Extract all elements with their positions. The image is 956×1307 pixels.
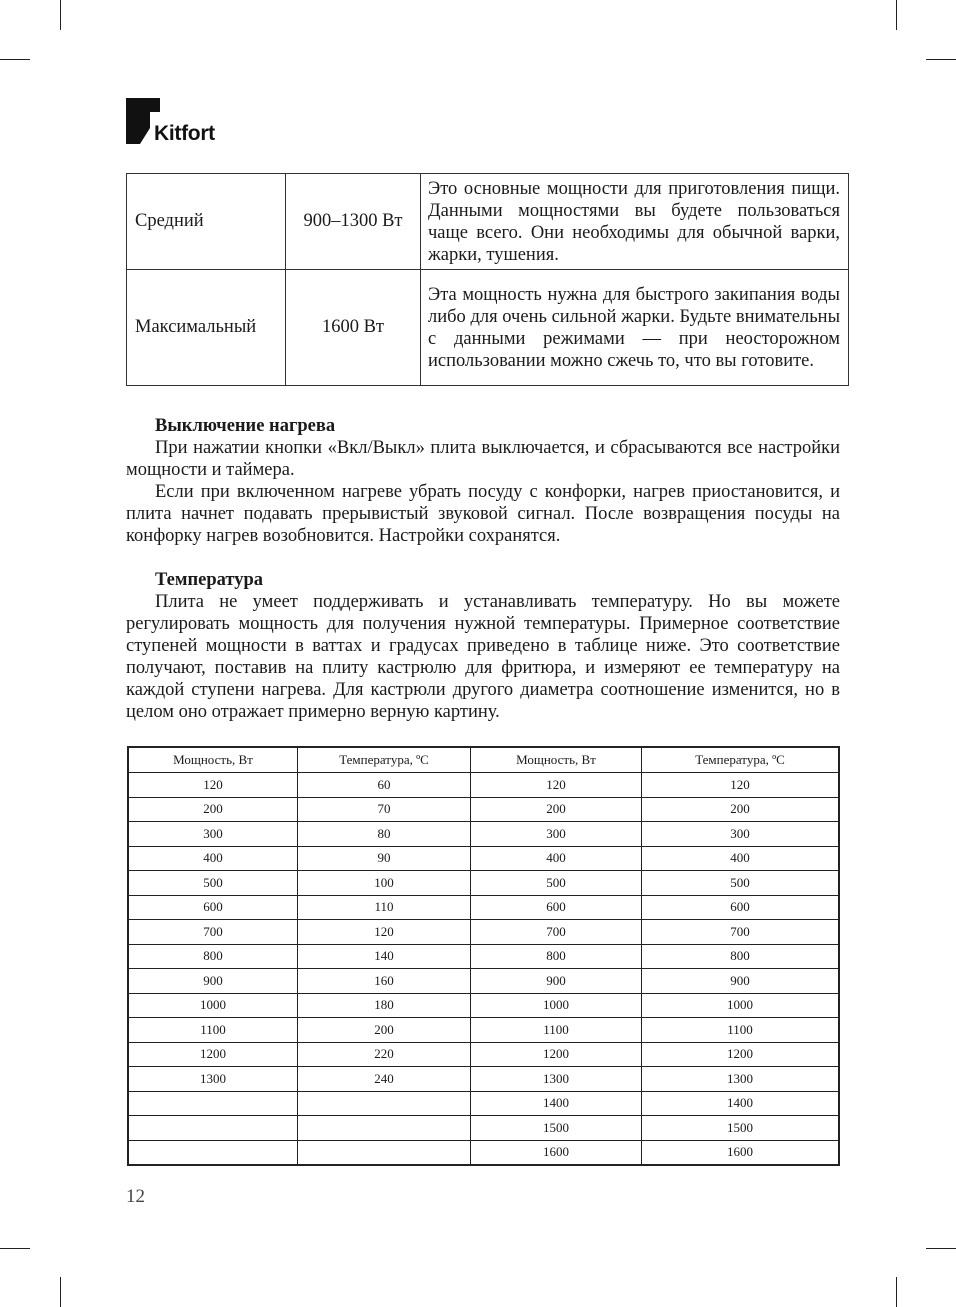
- table-cell: 700: [642, 920, 840, 945]
- mode-description: Эта мощность нужна для быстрого закипания воды либо для очень сильной жарки. Будьте внимательны с данными режимами — при неосторожном использовании можно сжечь то, что вы готовите.: [421, 270, 849, 386]
- table-cell: 600: [128, 895, 298, 920]
- table-cell: 700: [128, 920, 298, 945]
- table-row: [128, 822, 839, 847]
- column-header: Температура, ºС: [298, 747, 471, 773]
- table-cell: 500: [471, 871, 642, 896]
- table-cell: 300: [642, 822, 840, 847]
- table-row: [128, 1042, 839, 1067]
- table-header-row: [128, 747, 839, 773]
- table-cell: 500: [128, 871, 298, 896]
- table-cell: 900: [642, 969, 840, 994]
- table-cell: 110: [298, 895, 471, 920]
- table-cell: 1300: [471, 1067, 642, 1092]
- table-cell: 180: [298, 993, 471, 1018]
- table-cell: 1100: [471, 1018, 642, 1043]
- table-cell: [298, 1091, 471, 1116]
- crop-mark-top-right: [896, 0, 897, 30]
- table-cell: 1400: [471, 1091, 642, 1116]
- mode-name: Средний: [127, 174, 286, 270]
- table-cell: [128, 1091, 298, 1116]
- table-cell: 900: [471, 969, 642, 994]
- table-row: [128, 993, 839, 1018]
- brand-name: Kitfort: [154, 122, 215, 145]
- table-cell: 240: [298, 1067, 471, 1092]
- page-number: 12: [126, 1186, 145, 1207]
- table-cell: 900: [128, 969, 298, 994]
- table-cell: 160: [298, 969, 471, 994]
- table-cell: 800: [471, 944, 642, 969]
- table-row: [128, 920, 839, 945]
- table-row: [128, 969, 839, 994]
- section-temperature: [126, 569, 840, 723]
- paragraph: Если при включенном нагреве убрать посуду с конфорки, нагрев приостановится, и плита начнет подавать прерывистый звуковой сигнал. После возвращения посуды на конфорку нагрев возобновится. Настройки сохранятся.: [126, 482, 840, 546]
- table-cell: 80: [298, 822, 471, 847]
- section-title: Выключение нагрева: [155, 416, 336, 436]
- power-temperature-table: [127, 746, 840, 1166]
- table-cell: 400: [471, 846, 642, 871]
- table-cell: 1200: [128, 1042, 298, 1067]
- crop-mark-top-left-h: [0, 59, 30, 60]
- table-cell: 400: [128, 846, 298, 871]
- table-row: [128, 1140, 839, 1165]
- table-row: [128, 944, 839, 969]
- table-cell: 120: [298, 920, 471, 945]
- table-cell: 400: [642, 846, 840, 871]
- table-row: [128, 871, 839, 896]
- table-cell: 120: [471, 773, 642, 798]
- crop-mark-top-left: [60, 0, 61, 30]
- table-cell: 220: [298, 1042, 471, 1067]
- table-cell: 60: [298, 773, 471, 798]
- table-cell: 1400: [642, 1091, 840, 1116]
- crop-mark-bottom-left: [60, 1277, 61, 1307]
- power-modes-table: [126, 173, 849, 386]
- column-header: Температура, ºС: [642, 747, 840, 773]
- table-cell: 90: [298, 846, 471, 871]
- mode-power: 900–1300 Вт: [286, 174, 421, 270]
- table-cell: 1000: [128, 993, 298, 1018]
- table-cell: 200: [298, 1018, 471, 1043]
- table-cell: 1500: [642, 1116, 840, 1141]
- table-cell: 200: [128, 797, 298, 822]
- table-cell: [128, 1140, 298, 1165]
- table-cell: 800: [128, 944, 298, 969]
- table-row: [128, 1116, 839, 1141]
- crop-mark-bottom-right: [896, 1277, 897, 1307]
- table-cell: 1300: [128, 1067, 298, 1092]
- table-cell: [298, 1116, 471, 1141]
- table-cell: 1000: [642, 993, 840, 1018]
- table-cell: 600: [471, 895, 642, 920]
- section-title: Температура: [155, 570, 264, 590]
- crop-mark-top-right-h: [926, 59, 956, 60]
- table-row: [128, 1091, 839, 1116]
- table-cell: [298, 1140, 471, 1165]
- table-cell: 1200: [471, 1042, 642, 1067]
- table-row: [127, 174, 849, 270]
- column-header: Мощность, Вт: [471, 747, 642, 773]
- table-body: [128, 773, 839, 1166]
- mode-description: Это основные мощности для приготовления пищи. Данными мощностями вы будете пользоваться чаще всего. Они необходимы для обычной варки, жарки, тушения.: [421, 174, 849, 270]
- mode-power: 1600 Вт: [286, 270, 421, 386]
- table-cell: [128, 1116, 298, 1141]
- table-cell: 500: [642, 871, 840, 896]
- table-cell: 140: [298, 944, 471, 969]
- brand-logo: [126, 98, 236, 148]
- paragraph: При нажатии кнопки «Вкл/Выкл» плита выключается, и сбрасываются все настройки мощности и таймера.: [126, 438, 840, 480]
- table-cell: 120: [642, 773, 840, 798]
- table-cell: 300: [471, 822, 642, 847]
- table-cell: 1000: [471, 993, 642, 1018]
- table-cell: 800: [642, 944, 840, 969]
- table-cell: 120: [128, 773, 298, 798]
- table-cell: 200: [642, 797, 840, 822]
- crop-mark-bottom-left-h: [0, 1248, 30, 1249]
- table-row: [128, 797, 839, 822]
- table-row: [128, 1018, 839, 1043]
- table-row: [128, 773, 839, 798]
- table-row: [128, 846, 839, 871]
- table-row: [128, 895, 839, 920]
- mode-name: Максимальный: [127, 270, 286, 386]
- paragraph: Плита не умеет поддерживать и устанавливать температуру. Но вы можете регулировать мощность для получения нужной температуры. Примерное соответствие ступеней мощности в ваттах и градусах приведено в таблице ниже. Это соответствие получают, поставив на плиту кастрюлю для фритюра, и измеряют ее температуру на каждой ступени нагрева. Для кастрюли другого диаметра соотношение изменится, но в целом оно отражает примерно верную картину.: [126, 592, 840, 722]
- table-cell: 1300: [642, 1067, 840, 1092]
- table-row: [128, 1067, 839, 1092]
- table-row: [127, 270, 849, 386]
- crop-mark-bottom-right-h: [926, 1248, 956, 1249]
- table-cell: 100: [298, 871, 471, 896]
- table-cell: 1200: [642, 1042, 840, 1067]
- table-cell: 700: [471, 920, 642, 945]
- section-heating-off: [126, 415, 840, 547]
- table-cell: 1100: [128, 1018, 298, 1043]
- table-cell: 1100: [642, 1018, 840, 1043]
- table-cell: 200: [471, 797, 642, 822]
- table-cell: 600: [642, 895, 840, 920]
- table-cell: 1500: [471, 1116, 642, 1141]
- table-cell: 1600: [471, 1140, 642, 1165]
- column-header: Мощность, Вт: [128, 747, 298, 773]
- table-cell: 1600: [642, 1140, 840, 1165]
- table-cell: 70: [298, 797, 471, 822]
- table-cell: 300: [128, 822, 298, 847]
